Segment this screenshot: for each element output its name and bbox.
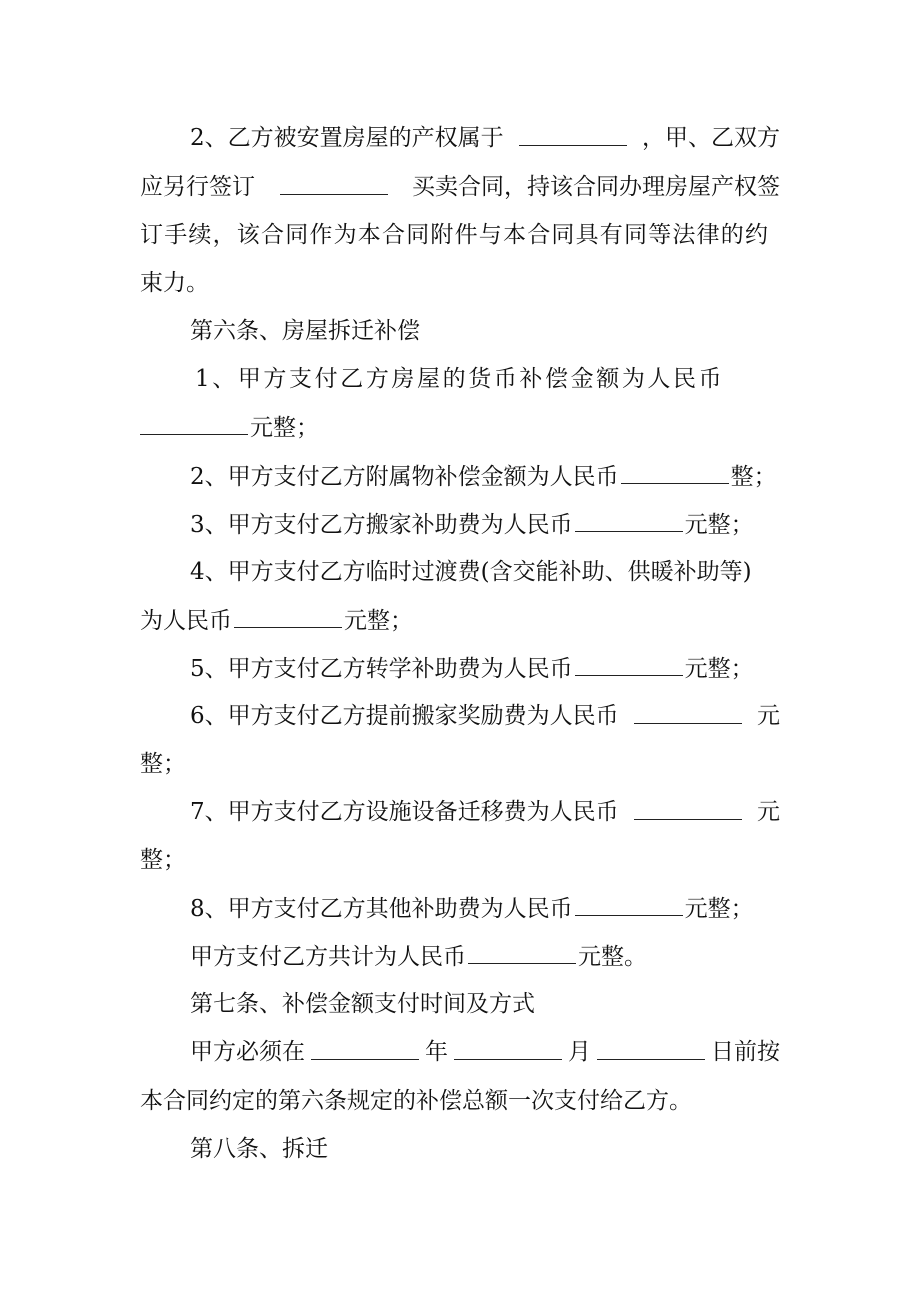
item-7-line-2: 整；	[140, 847, 186, 873]
article-7-line-2: 本合同约定的第六条规定的补偿总额一次支付给乙方。	[140, 1088, 692, 1114]
text: 甲方支付乙方共计为人民币	[190, 944, 466, 970]
text: 3、甲方支付乙方搬家补助费为人民币	[190, 512, 573, 538]
blank-field	[634, 701, 742, 724]
text: 整；	[730, 464, 777, 490]
item-2	[190, 461, 777, 492]
article-6-heading: 第六条、房屋拆迁补偿	[190, 318, 420, 344]
text: 7、甲方支付乙方设施设备迁移费为人民币	[190, 799, 619, 825]
item-5	[190, 653, 754, 684]
blank-field	[634, 797, 742, 820]
item-1-line-1: 1、甲方支付乙方房屋的货币补偿金额为人民币	[195, 366, 725, 392]
blank-field	[468, 941, 576, 964]
text: 8、甲方支付乙方其他补助费为人民币	[190, 896, 573, 922]
text: 元整。	[578, 944, 647, 970]
item-6-line-1	[190, 701, 780, 731]
text: 为人民币	[140, 608, 232, 634]
text: 买卖合同，持该合同办理房屋产权签	[412, 174, 780, 200]
text: 元整；	[250, 415, 319, 441]
text: 元整；	[684, 512, 754, 538]
item-7-line-1	[190, 797, 780, 827]
item-3	[190, 509, 754, 540]
blank-field	[621, 461, 729, 484]
para-2-line-3: 订手续，该合同作为本合同附件与本合同具有同等法律的约	[140, 222, 770, 248]
text: 元整；	[684, 656, 754, 682]
text: 年	[425, 1039, 448, 1065]
text: 日前按	[711, 1039, 780, 1065]
para-2-line-2	[140, 172, 780, 202]
blank-field	[280, 172, 388, 195]
para-2-line-1	[190, 123, 780, 153]
blank-field	[234, 605, 342, 628]
blank-field	[575, 509, 683, 532]
text: 甲方必须在	[190, 1039, 305, 1065]
text: 月	[568, 1039, 591, 1065]
blank-field	[575, 893, 683, 916]
article-7-line-1	[190, 1037, 780, 1067]
item-4-line-1: 4、甲方支付乙方临时过渡费(含交能补助、供暖补助等)	[190, 559, 752, 585]
text: 5、甲方支付乙方转学补助费为人民币	[190, 656, 573, 682]
blank-field	[575, 653, 683, 676]
item-4-line-2	[140, 605, 413, 636]
article-7-heading: 第七条、补偿金额支付时间及方式	[190, 991, 535, 1017]
blank-field	[140, 412, 248, 435]
text: 元整；	[684, 896, 754, 922]
article-8-heading: 第八条、拆迁	[190, 1136, 328, 1162]
text: 2、甲方支付乙方附属物补偿金额为人民币	[190, 464, 619, 490]
blank-field	[454, 1037, 562, 1060]
blank-field	[519, 123, 627, 146]
para-2-line-4: 束力。	[140, 270, 209, 296]
item-6-line-2: 整；	[140, 751, 186, 777]
text: ，甲、乙双方	[641, 125, 780, 151]
text: 6、甲方支付乙方提前搬家奖励费为人民币	[190, 703, 619, 729]
text: 元	[756, 799, 780, 825]
item-1-line-2	[140, 412, 319, 443]
text: 元	[756, 703, 780, 729]
text: 元整；	[344, 608, 413, 634]
text: 2、乙方被安置房屋的产权属于	[190, 125, 504, 151]
blank-field	[311, 1037, 419, 1060]
item-8	[190, 893, 754, 924]
blank-field	[597, 1037, 705, 1060]
text: 应另行签订	[140, 174, 255, 200]
total-line	[190, 941, 647, 972]
